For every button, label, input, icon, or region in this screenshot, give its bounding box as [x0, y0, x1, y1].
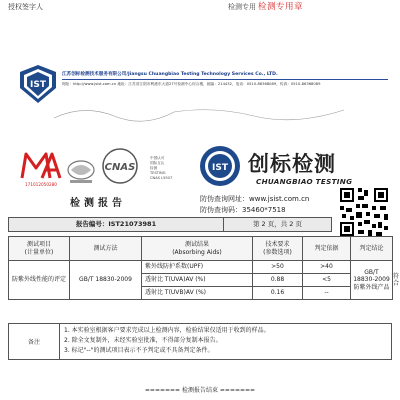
- notes-body: [60, 324, 392, 360]
- cell-param: 紫外线防护系数(UPF): [142, 261, 253, 274]
- header-item-sub: (计量单位): [24, 248, 54, 256]
- cell-basis: [351, 261, 393, 300]
- ist-circle-logo: [198, 144, 242, 188]
- ist-shield-logo: [18, 64, 58, 104]
- cnas-logo: [98, 148, 142, 188]
- cnas-line: CNAS L5507: [150, 176, 173, 180]
- anti-fake-code: 防伪查询码：35460*7518: [200, 206, 286, 214]
- report-title: 检测报告: [70, 198, 126, 209]
- brand-name-cn: 创标检测: [248, 152, 336, 176]
- report-end-line: ======= 检测报告结束 =======: [144, 387, 256, 394]
- cell-method: GB/T 18830-2009: [70, 261, 142, 300]
- cnas-line: 中国认可: [150, 156, 165, 160]
- report-info-row: [8, 217, 332, 232]
- header-result: [142, 237, 253, 261]
- cell-requirement: >40: [303, 261, 351, 274]
- cell-requirement: --: [303, 287, 351, 300]
- company-contact: 网址：http://www.jsist.com.cn 地址：江苏省江阴市利港东大道27号检测中心综合楼，邮编：214432，电话：0510-86368089，传真：0510-86368089: [62, 82, 321, 86]
- cell-value: 0.16: [253, 287, 303, 300]
- cell-value: 0.88: [253, 274, 303, 287]
- results-table: [8, 236, 400, 300]
- header-basis: 判定依据: [303, 237, 351, 261]
- ist-logo-text: IST: [30, 80, 46, 90]
- notes-label: 备注: [9, 324, 60, 360]
- basis-line: 防紫外线产品: [353, 283, 390, 291]
- cell-requirement: <5: [303, 274, 351, 287]
- ist-circle-text: IST: [212, 163, 228, 173]
- company-name: 江苏创标检测技术服务有限公司/Jiangsu Chuangbiao Testing Technology Services Co., LTD.: [62, 72, 278, 77]
- cnas-line: 国际互认: [150, 161, 165, 165]
- cell-value: >50: [253, 261, 303, 274]
- header-item-label: 测试项目: [26, 241, 51, 248]
- cnas-line: TESTING: [150, 171, 166, 175]
- header-result-label: 测试结果: [184, 241, 209, 248]
- note-item: 2. 除全文复制外，未经实验室批准，不得部分复制本报告。: [64, 337, 222, 344]
- basis-line: 18830-2009: [353, 276, 390, 284]
- signature-graphic: [44, 100, 374, 126]
- header-tech-req: [253, 237, 303, 261]
- cnas-accreditation-text: [150, 156, 172, 181]
- basis-line: GB/T: [364, 268, 379, 276]
- header-conclusion: 判定结论: [351, 237, 393, 261]
- cnas-line: 检测: [150, 166, 158, 170]
- note-item: 1. 本实验室根据客户要求完成以上检测内容，检验结果仅适用于收到的样品。: [64, 327, 270, 334]
- qr-code-icon: [338, 186, 390, 238]
- header-divider: [62, 79, 388, 80]
- red-stamp-text: 检测专用章: [258, 2, 304, 12]
- table-row: 防紫外线性能的评定 GB/T 18830-2009 紫外线防护系数(UPF) >50 >40 GB/T 18830-2009 防紫外线产品 符合: [9, 261, 393, 274]
- authorized-signatory-label: 授权签字人: [8, 3, 43, 11]
- cma-number: 171012050280: [25, 182, 57, 187]
- notes-table: [8, 323, 392, 360]
- header-tech-req-label: 技术要求: [265, 241, 290, 248]
- cnas-label: CNAS: [104, 162, 136, 173]
- page-info: 第 2 页，共 2 页: [252, 220, 303, 228]
- cma-logo: [18, 148, 64, 188]
- brand-name-en: CHUANGBIAO TESTING: [256, 177, 353, 186]
- ilac-mra-logo: [66, 158, 96, 184]
- note-item: 3. 标记"--"的测试项目表示不予判定或不具备判定条件。: [64, 347, 214, 354]
- cell-param: 透射比 T(UVB)AV (%): [142, 287, 253, 300]
- cell-param: 透射比 T(UVA)AV (%): [142, 274, 253, 287]
- header-item: [9, 237, 70, 261]
- report-number: 报告编号：IST21073981: [9, 218, 224, 231]
- stamp-caption: [228, 0, 303, 12]
- header-result-sub: (Absorbing Aids): [172, 248, 222, 256]
- header-method: 测试方法: [70, 237, 142, 261]
- anti-fake-url: 防伪查询网址：www.jsist.com.cn: [200, 195, 310, 203]
- cell-item-name: 防紫外线性能的评定: [9, 261, 70, 300]
- header-tech-req-sub: (参数选项): [263, 248, 292, 256]
- stamp-prefix: 检测专用: [228, 3, 256, 11]
- table-header-row: [9, 237, 393, 261]
